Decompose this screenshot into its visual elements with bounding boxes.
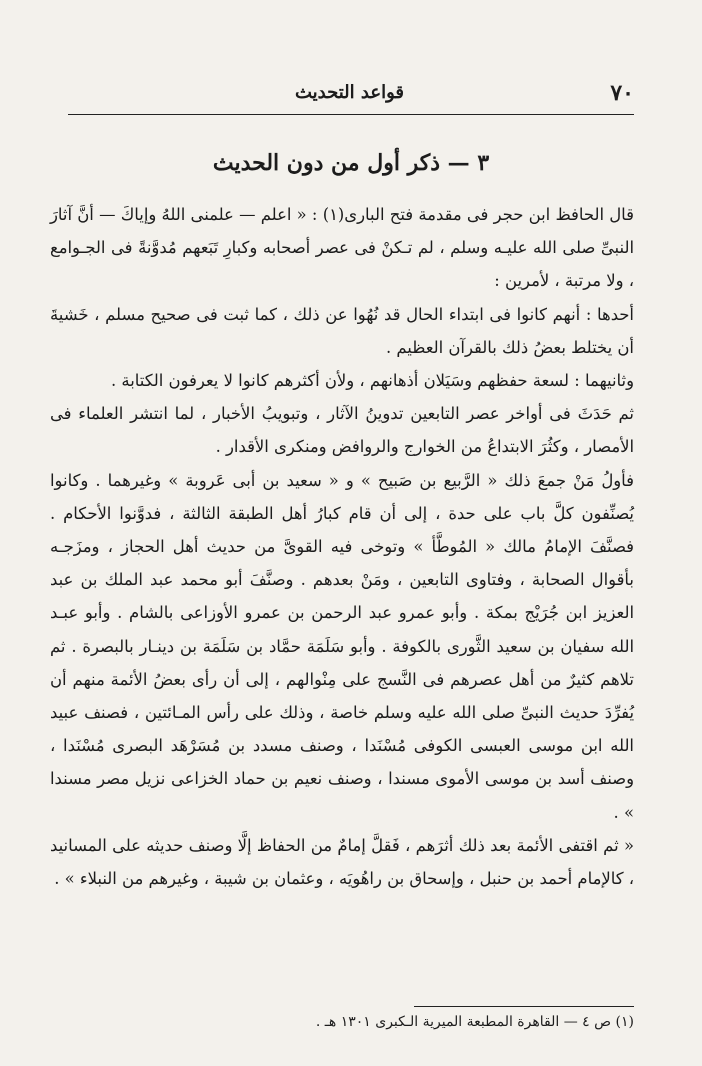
body-text bbox=[50, 198, 634, 895]
paragraph: قال الحافظ ابن حجر فى مقدمة فتح البارى(١) : « اعلم — علمنى اللهُ وإياكَ — أنَّ آثارَ النبىِّ صلى الله عليـه وسلم ، لم تـكنْ فى عصر أصحابه وكبارِ تَبَعهم مُدوَّنةً فى الجـوامع ، ولا مرتبة ، لأمرين : bbox=[50, 205, 634, 291]
running-title: قواعد التحديث bbox=[294, 82, 404, 103]
paragraph: ثم حَدَثَ فى أواخر عصر التابعين تدوينُ الآثار ، وتبويبُ الأخبار ، لما انتشر العلماء فى الأمصار ، وكثُرَ الابتداعُ من الخوارج والروافض ومنكرى الأقدار . bbox=[50, 404, 634, 457]
page-header bbox=[68, 78, 634, 115]
paragraph: « ثم اقتفى الأئمة بعد ذلك أثرَهم ، فَقلَّ إمامٌ من الحفاظ إلَّا وصنف حديثه على المسانيد ، كالإمام أحمد بن حنبل ، وإسحاق بن راهُويَه ، وعثمان بن شيبة ، وغيرهم من النبلاء » . bbox=[50, 835, 634, 889]
footnote: (١) ص ٤ — القاهرة المطبعة الميرية الـكبرى ١٣٠١ هـ . bbox=[315, 1014, 634, 1030]
paragraph: فأولُ مَنْ جمعَ ذلك « الرَّبيع بن صَبيح » و « سعيد بن أبى عَروبة » وغيرهما . وكانوا يُصنِّفون كلَّ باب على حدة ، إلى أن قام كبارُ أهل الطبقة الثالثة ، فدوَّنوا الأحكام . فصنَّفَ الإمامُ مالك « المُوطَّأ » وتوخى فيه القوىَّ من حديث أهل الحجاز ، ومزَجـه بأقوال الصحابة ، وفتاوى التابعين ، ومَنْ بعدهم . وصنَّفَ أبو محمد عبد الملك بن عبد العزيز ابن جُرَيْج بمكة . وأبو عمرو عبد الرحمن بن عمرو الأوزاعى بالشام . وأبو عبـد الله سفيان بن سعيد الثَّورى بالكوفة . وأبو سَلَمَة حمَّاد بن سَلَمَة بن دينـار بالبصرة . ثم تلاهم كثيرٌ من أهل عصرهم فى النَّسج على مِنْوالهم ، إلى أن رأى بعضُ الأئمة منهم أن يُفرِّدَ حديث النبىِّ صلى الله عليه وسلم خاصة ، وذلك على رأس المـائتين ، فصنف عبيد الله ابن موسى العبسى الكوفى مُسْنَدا ، وصنف مسدد بن مُسَرْهَد البصرى مُسْنَدا ، وصنف أسد بن موسى الأموى مسندا ، وصنف نعيم بن حماد الخزاعى نزيل مصر مسندا » . bbox=[50, 470, 634, 822]
paragraph: وثانيهما : لسعة حفظهم وسَيَلان أذهانهم ، ولأن أكثرهم كانوا لا يعرفون الكتابة . bbox=[111, 371, 634, 391]
section-title: ٣ — ذكر أول من دون الحديث bbox=[212, 150, 490, 176]
footnote-divider bbox=[414, 1006, 634, 1007]
paragraph: أحدها : أنهم كانوا فى ابتداء الحال قد نُهُوا عن ذلك ، كما ثبت فى صحيح مسلم ، خَشيةَ أن يختلط بعضُ ذلك بالقرآن العظيم . bbox=[50, 304, 634, 357]
page-number: ٧٠ bbox=[610, 80, 634, 106]
